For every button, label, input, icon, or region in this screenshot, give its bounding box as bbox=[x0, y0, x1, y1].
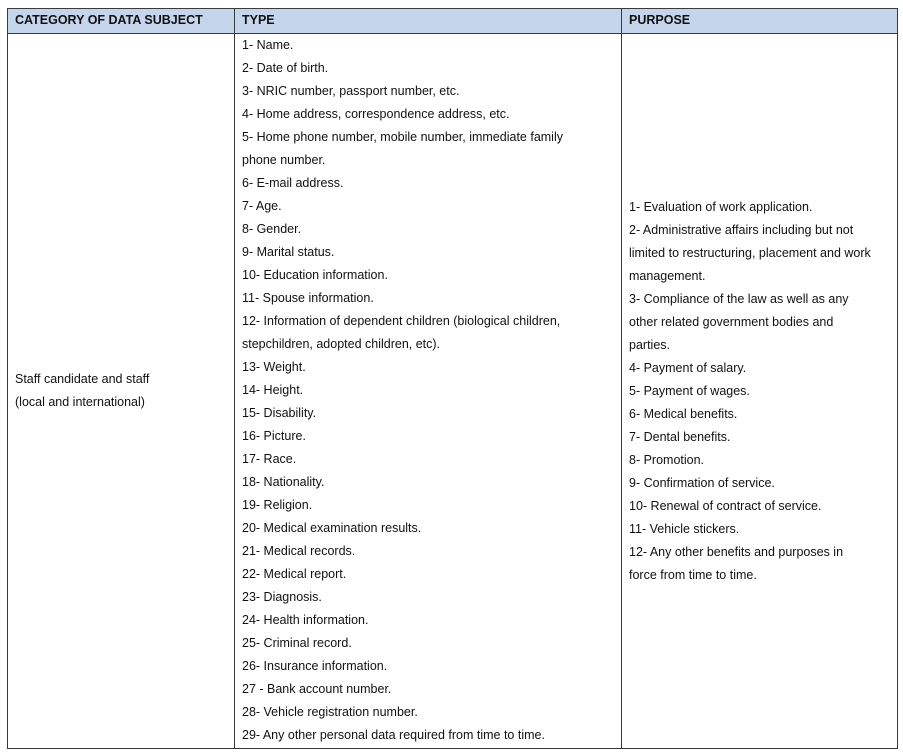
table-row bbox=[8, 34, 898, 749]
purpose-list-item: 12- Any other benefits and purposes in bbox=[629, 544, 844, 559]
header-type: TYPE bbox=[235, 9, 622, 34]
purpose-list-item: 3- Compliance of the law as well as any bbox=[629, 291, 849, 306]
header-category: CATEGORY OF DATA SUBJECT bbox=[8, 9, 235, 34]
type-list-item: 2- Date of birth. bbox=[242, 61, 329, 75]
category-cell bbox=[8, 34, 235, 749]
type-list-item: 21- Medical records. bbox=[242, 544, 356, 558]
purpose-list-item: 7- Dental benefits. bbox=[629, 429, 731, 444]
type-list-item: 25- Criminal record. bbox=[242, 636, 352, 650]
purpose-list-item: parties. bbox=[629, 337, 670, 352]
type-list-item: 29- Any other personal data required from time to time. bbox=[242, 728, 545, 742]
purpose-list-item: management. bbox=[629, 268, 706, 283]
type-list-item: 1- Name. bbox=[242, 38, 294, 52]
type-list-item: 13- Weight. bbox=[242, 360, 306, 374]
header-purpose: PURPOSE bbox=[622, 9, 898, 34]
category-text-line: Staff candidate and staff bbox=[15, 372, 150, 386]
purpose-list-item: 11- Vehicle stickers. bbox=[629, 521, 740, 536]
type-list-item: 5- Home phone number, mobile number, immediate family bbox=[242, 130, 563, 144]
type-list-item: 19- Religion. bbox=[242, 498, 313, 512]
type-list-item: 8- Gender. bbox=[242, 222, 302, 236]
purpose-list-item: 8- Promotion. bbox=[629, 452, 705, 467]
purpose-list-item: 6- Medical benefits. bbox=[629, 406, 738, 421]
header-row bbox=[8, 9, 898, 34]
purpose-list-item: other related government bodies and bbox=[629, 314, 834, 329]
purpose-cell bbox=[622, 34, 898, 749]
type-list-item: 14- Height. bbox=[242, 383, 304, 397]
type-list-item: 9- Marital status. bbox=[242, 245, 335, 259]
purpose-list-item: limited to restructuring, placement and work bbox=[629, 245, 871, 260]
type-list-item: 3- NRIC number, passport number, etc. bbox=[242, 84, 460, 98]
purpose-list-item: 10- Renewal of contract of service. bbox=[629, 498, 822, 513]
type-list-item: 12- Information of dependent children (biological children, bbox=[242, 314, 561, 328]
purpose-list-item: 2- Administrative affairs including but not bbox=[629, 222, 854, 237]
type-list-item: 17- Race. bbox=[242, 452, 297, 466]
purpose-list-item: 9- Confirmation of service. bbox=[629, 475, 775, 490]
type-list-item: 7- Age. bbox=[242, 199, 282, 213]
purpose-list-item: 5- Payment of wages. bbox=[629, 383, 750, 398]
type-list-item: phone number. bbox=[242, 153, 326, 167]
type-list-item: stepchildren, adopted children, etc). bbox=[242, 337, 441, 351]
type-list-item: 18- Nationality. bbox=[242, 475, 325, 489]
type-list-item: 24- Health information. bbox=[242, 613, 369, 627]
type-list-item: 16- Picture. bbox=[242, 429, 306, 443]
type-list-item: 6- E-mail address. bbox=[242, 176, 344, 190]
type-list-item: 20- Medical examination results. bbox=[242, 521, 422, 535]
data-subject-table bbox=[7, 8, 898, 749]
type-list-item: 28- Vehicle registration number. bbox=[242, 705, 418, 719]
purpose-list-item: force from time to time. bbox=[629, 567, 757, 582]
type-list-item: 11- Spouse information. bbox=[242, 291, 374, 305]
type-cell bbox=[235, 34, 622, 749]
type-list-item: 27 - Bank account number. bbox=[242, 682, 392, 696]
type-list-item: 15- Disability. bbox=[242, 406, 317, 420]
purpose-list-item: 4- Payment of salary. bbox=[629, 360, 747, 375]
purpose-list-item: 1- Evaluation of work application. bbox=[629, 199, 813, 214]
type-list-item: 10- Education information. bbox=[242, 268, 388, 282]
category-text-line: (local and international) bbox=[15, 395, 145, 409]
type-list-item: 22- Medical report. bbox=[242, 567, 347, 581]
type-list-item: 4- Home address, correspondence address, etc. bbox=[242, 107, 510, 121]
type-list-item: 23- Diagnosis. bbox=[242, 590, 322, 604]
type-list-item: 26- Insurance information. bbox=[242, 659, 388, 673]
